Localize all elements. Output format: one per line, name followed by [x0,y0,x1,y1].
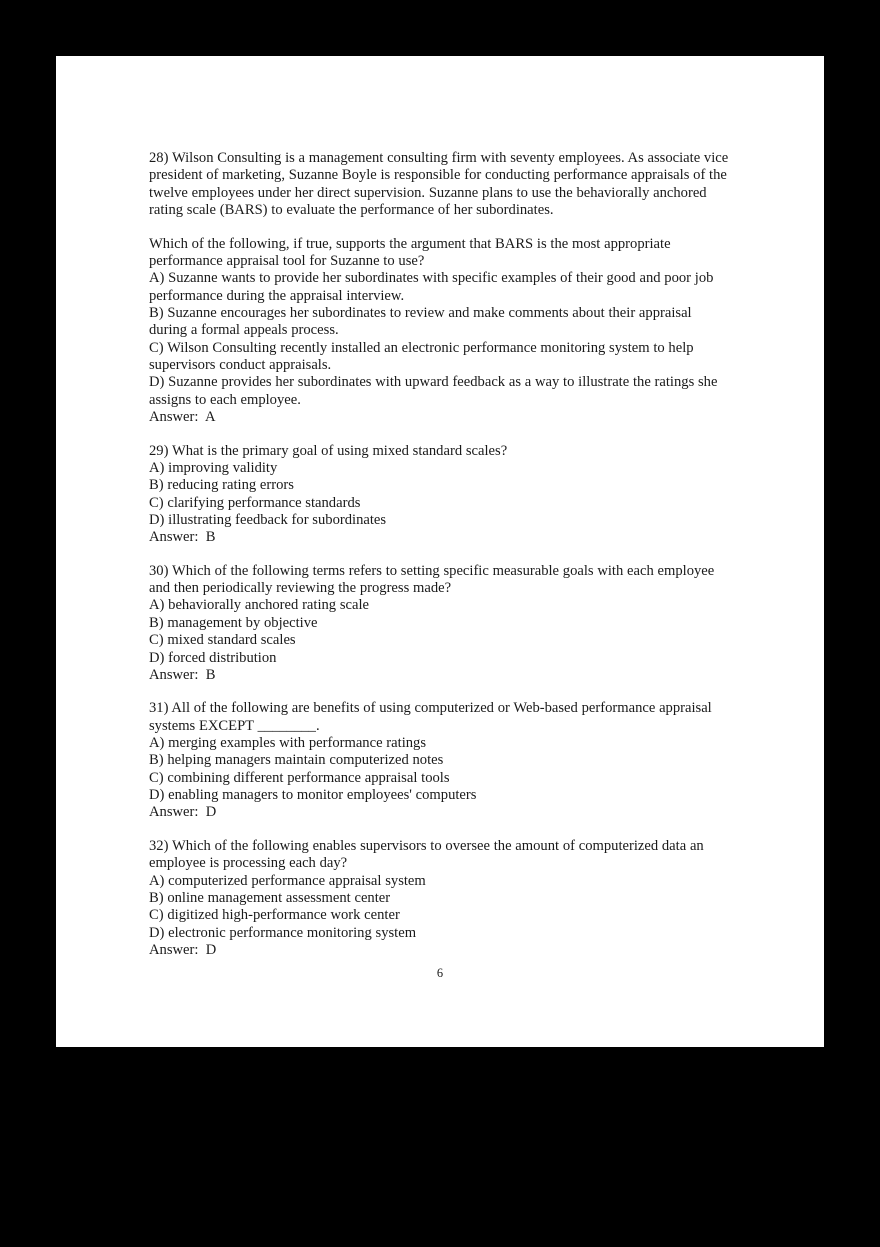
question-stem-paragraph-28: 28) Wilson Consulting is a management consulting firm with seventy employees. As associate vice president of marketing, Suzanne Boyle is responsible for conducting performance appraisals of the twelve employees under her direct supervision. Suzanne plans to use the behaviorally anchored rating scale (BARS) to evaluate the performance of her subordinates. [149,150,732,219]
question-text-32: 32) Which of the following enables supervisors to oversee the amount of computerized data an employee is processing each day? [149,837,708,872]
question-option-32-d[interactable]: D) electronic performance monitoring system [149,924,417,941]
question-option-32-a[interactable]: A) computerized performance appraisal system [149,872,426,889]
answer-31: Answer: D [149,804,217,821]
question-block-29 [149,443,731,547]
document-text-column [149,150,731,976]
page-number-footer: 6 [436,966,444,980]
question-option-31-a[interactable]: A) merging examples with performance ratings [149,735,427,752]
question-option-29-b[interactable]: B) reducing rating errors [149,477,294,494]
question-option-29-a[interactable]: A) improving validity [149,459,278,476]
document-page [56,56,824,1047]
question-option-32-b[interactable]: B) online management assessment center [149,890,391,906]
question-text-31: 31) All of the following are benefits of using computerized or Web-based performance appraisal systems EXCEPT ________. [149,700,716,734]
question-option-31-d[interactable]: D) enabling managers to monitor employees' computers [149,787,477,804]
question-option-31-c[interactable]: C) combining different performance appraisal tools [149,769,450,786]
question-option-31-b[interactable]: B) helping managers maintain computerized notes [149,752,444,769]
question-option-28-a[interactable]: A) Suzanne wants to provide her subordinates with specific examples of their good and poor job performance during the appraisal interview. [149,270,718,304]
question-block-31 [149,700,731,821]
question-block-32 [149,838,731,959]
answer-30: Answer: B [149,666,216,683]
question-option-28-c[interactable]: C) Wilson Consulting recently installed an electronic performance monitoring system to help supervisors conduct appraisals. [149,339,698,373]
question-text-30: 30) Which of the following terms refers to setting specific measurable goals with each employee and then periodically reviewing the progress made? [149,562,718,597]
question-option-30-d[interactable]: D) forced distribution [149,649,277,666]
question-block-28 [149,150,731,219]
answer-28: Answer: A [149,409,216,425]
question-text-28: Which of the following, if true, supports the argument that BARS is the most appropriate performance appraisal tool for Suzanne to use? [149,235,675,269]
question-text-29: 29) What is the primary goal of using mixed standard scales? [149,442,508,459]
question-body-28 [149,236,731,427]
question-option-30-a[interactable]: A) behaviorally anchored rating scale [149,597,370,614]
question-option-28-b[interactable]: B) Suzanne encourages her subordinates to review and make comments about their appraisal during a formal appeals process. [149,304,696,339]
question-block-30 [149,563,731,684]
question-option-30-c[interactable]: C) mixed standard scales [149,632,296,649]
question-option-32-c[interactable]: C) digitized high-performance work center [149,907,400,924]
question-option-29-d[interactable]: D) illustrating feedback for subordinates [149,511,387,528]
answer-32: Answer: D [149,942,217,959]
question-option-30-b[interactable]: B) management by objective [149,614,318,631]
question-option-28-d[interactable]: D) Suzanne provides her subordinates with upward feedback as a way to illustrate the ratings she assigns to each employee. [149,374,722,408]
answer-29: Answer: B [149,529,216,546]
question-option-29-c[interactable]: C) clarifying performance standards [149,494,361,511]
